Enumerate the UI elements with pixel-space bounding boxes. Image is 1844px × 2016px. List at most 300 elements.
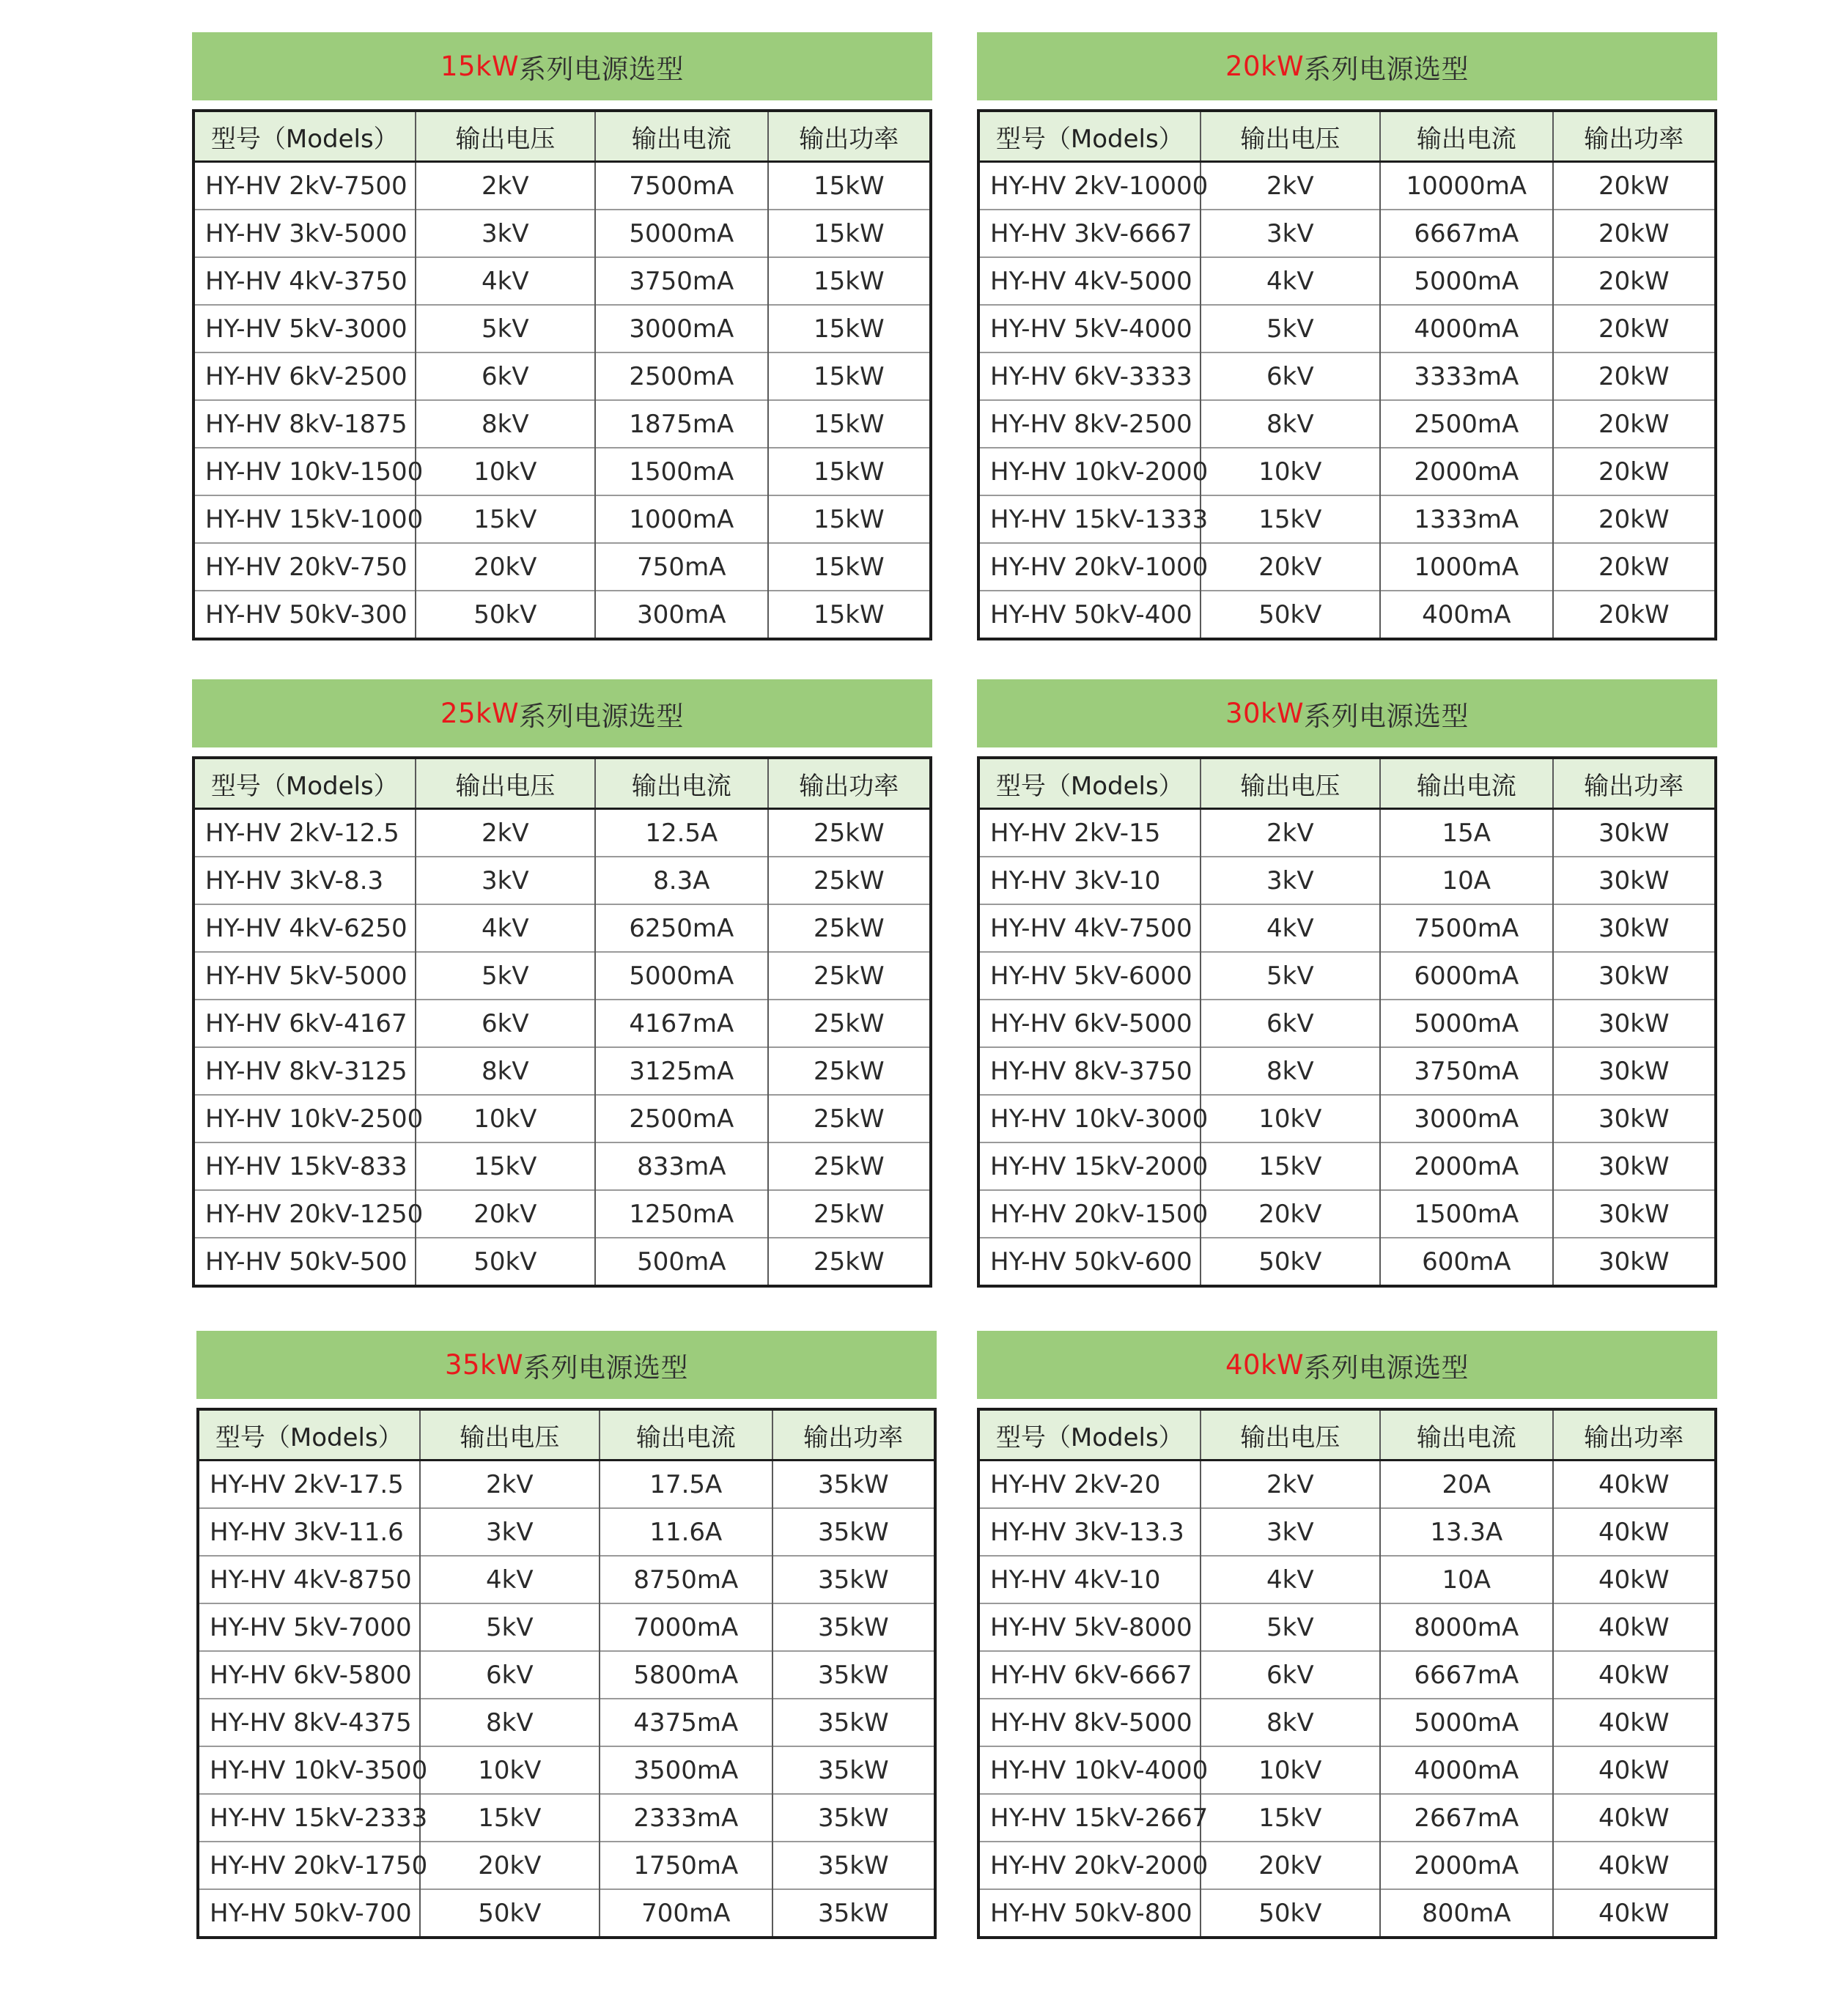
cell-voltage: 4kV — [420, 1556, 600, 1603]
cell-current: 3750mA — [1380, 1047, 1552, 1095]
cell-power: 25kW — [768, 1238, 929, 1285]
cell-current: 4000mA — [1380, 305, 1552, 352]
panel-40kw — [977, 1331, 1717, 1939]
table-row — [195, 904, 929, 952]
cell-current: 1250mA — [595, 1190, 767, 1238]
cell-model: HY-HV 50kV-700 — [199, 1889, 420, 1936]
cell-model: HY-HV 5kV-3000 — [195, 305, 416, 352]
cell-current: 600mA — [1380, 1238, 1552, 1285]
table-header-row — [195, 112, 929, 162]
panel-title — [977, 679, 1717, 747]
cell-power: 15kW — [768, 400, 929, 448]
header-current: 输出电流 — [1380, 759, 1552, 809]
cell-model: HY-HV 10kV-2500 — [195, 1095, 416, 1142]
cell-model: HY-HV 8kV-5000 — [980, 1699, 1201, 1746]
cell-power: 40kW — [1553, 1746, 1714, 1794]
cell-model: HY-HV 8kV-1875 — [195, 400, 416, 448]
table-row — [980, 1238, 1714, 1285]
table-row — [980, 162, 1714, 210]
cell-model: HY-HV 6kV-5000 — [980, 1000, 1201, 1047]
cell-power: 40kW — [1553, 1461, 1714, 1509]
table-row — [980, 1746, 1714, 1794]
cell-model: HY-HV 50kV-500 — [195, 1238, 416, 1285]
cell-model: HY-HV 5kV-6000 — [980, 952, 1201, 1000]
header-voltage: 输出电压 — [1201, 759, 1380, 809]
cell-voltage: 15kV — [416, 495, 595, 543]
header-model: 型号（Models） — [980, 1411, 1201, 1461]
cell-current: 15A — [1380, 809, 1552, 857]
cell-voltage: 8kV — [416, 1047, 595, 1095]
cell-power: 30kW — [1553, 857, 1714, 904]
cell-model: HY-HV 10kV-4000 — [980, 1746, 1201, 1794]
cell-voltage: 4kV — [1201, 257, 1380, 305]
panel-title — [192, 32, 932, 100]
cell-power: 30kW — [1553, 1142, 1714, 1190]
cell-model: HY-HV 50kV-400 — [980, 591, 1201, 638]
cell-current: 5800mA — [600, 1651, 772, 1699]
table-row — [980, 1842, 1714, 1889]
cell-model: HY-HV 50kV-300 — [195, 591, 416, 638]
cell-voltage: 50kV — [1201, 591, 1380, 638]
header-power: 输出功率 — [772, 1411, 934, 1461]
cell-current: 5000mA — [595, 952, 767, 1000]
cell-voltage: 5kV — [1201, 1603, 1380, 1651]
cell-model: HY-HV 15kV-1333 — [980, 495, 1201, 543]
cell-model: HY-HV 10kV-3000 — [980, 1095, 1201, 1142]
cell-power: 20kW — [1553, 257, 1714, 305]
cell-current: 2667mA — [1380, 1794, 1552, 1842]
cell-voltage: 5kV — [1201, 305, 1380, 352]
cell-current: 8750mA — [600, 1556, 772, 1603]
table-row — [980, 1190, 1714, 1238]
cell-model: HY-HV 6kV-5800 — [199, 1651, 420, 1699]
cell-model: HY-HV 4kV-7500 — [980, 904, 1201, 952]
table-row — [195, 1190, 929, 1238]
table-row — [980, 448, 1714, 495]
cell-power: 30kW — [1553, 904, 1714, 952]
cell-voltage: 5kV — [416, 952, 595, 1000]
cell-current: 4167mA — [595, 1000, 767, 1047]
cell-voltage: 50kV — [1201, 1889, 1380, 1936]
cell-power: 30kW — [1553, 1238, 1714, 1285]
table-row — [199, 1556, 934, 1603]
cell-power: 20kW — [1553, 543, 1714, 591]
cell-power: 25kW — [768, 952, 929, 1000]
cell-power: 20kW — [1553, 495, 1714, 543]
cell-model: HY-HV 8kV-3125 — [195, 1047, 416, 1095]
spec-table-frame — [977, 109, 1717, 640]
table-row — [980, 210, 1714, 257]
table-header-row — [199, 1411, 934, 1461]
cell-voltage: 50kV — [420, 1889, 600, 1936]
cell-power: 40kW — [1553, 1556, 1714, 1603]
cell-current: 6000mA — [1380, 952, 1552, 1000]
cell-voltage: 8kV — [416, 400, 595, 448]
header-voltage: 输出电压 — [420, 1411, 600, 1461]
panel-title — [977, 1331, 1717, 1399]
header-model: 型号（Models） — [980, 759, 1201, 809]
cell-model: HY-HV 10kV-1500 — [195, 448, 416, 495]
header-voltage: 输出电压 — [416, 112, 595, 162]
cell-power: 30kW — [1553, 1000, 1714, 1047]
cell-current: 800mA — [1380, 1889, 1552, 1936]
cell-power: 25kW — [768, 1000, 929, 1047]
cell-voltage: 8kV — [420, 1699, 600, 1746]
panel-power: 15kW — [440, 51, 520, 82]
cell-current: 1875mA — [595, 400, 767, 448]
cell-power: 35kW — [772, 1889, 934, 1936]
cell-model: HY-HV 5kV-8000 — [980, 1603, 1201, 1651]
spec-table — [195, 112, 929, 638]
table-header-row — [195, 759, 929, 809]
cell-model: HY-HV 2kV-15 — [990, 818, 1161, 848]
cell-current: 5000mA — [1380, 1699, 1552, 1746]
cell-model: HY-HV 3kV-5000 — [195, 210, 416, 257]
header-current: 输出电流 — [600, 1411, 772, 1461]
cell-current: 2000mA — [1380, 1842, 1552, 1889]
cell-voltage: 4kV — [416, 904, 595, 952]
cell-power: 30kW — [1553, 1047, 1714, 1095]
table-row — [195, 1047, 929, 1095]
cell-current: 3500mA — [600, 1746, 772, 1794]
cell-voltage: 3kV — [1201, 1508, 1380, 1556]
cell-model: HY-HV 6kV-2500 — [195, 352, 416, 400]
panel-power: 35kW — [444, 1349, 524, 1381]
cell-voltage: 3kV — [416, 857, 595, 904]
cell-current: 6667mA — [1380, 1651, 1552, 1699]
cell-model: HY-HV 15kV-2667 — [980, 1794, 1201, 1842]
cell-voltage: 50kV — [416, 591, 595, 638]
cell-voltage: 15kV — [420, 1794, 600, 1842]
cell-power: 25kW — [768, 1142, 929, 1190]
cell-voltage: 6kV — [420, 1651, 600, 1699]
cell-voltage: 10kV — [1201, 448, 1380, 495]
panel-title — [192, 679, 932, 747]
cell-model: HY-HV 15kV-833 — [195, 1142, 416, 1190]
cell-power: 25kW — [768, 904, 929, 952]
cell-power: 40kW — [1553, 1651, 1714, 1699]
table-header-row — [980, 112, 1714, 162]
header-model: 型号（Models） — [980, 112, 1201, 162]
cell-power: 20kW — [1553, 591, 1714, 638]
table-row — [980, 1000, 1714, 1047]
header-power: 输出功率 — [1553, 1411, 1714, 1461]
table-header-row — [980, 1411, 1714, 1461]
cell-model: HY-HV 4kV-5000 — [980, 257, 1201, 305]
table-row — [195, 352, 929, 400]
table-row — [980, 1794, 1714, 1842]
cell-voltage: 10kV — [416, 448, 595, 495]
table-row — [199, 1603, 934, 1651]
cell-power: 20kW — [1553, 210, 1714, 257]
table-row — [199, 1508, 934, 1556]
cell-voltage: 6kV — [1201, 352, 1380, 400]
table-row — [195, 543, 929, 591]
cell-voltage: 10kV — [416, 1095, 595, 1142]
cell-power: 35kW — [772, 1794, 934, 1842]
cell-current: 2000mA — [1380, 1142, 1552, 1190]
cell-voltage: 50kV — [1201, 1238, 1380, 1285]
table-row — [199, 1699, 934, 1746]
cell-voltage: 15kV — [416, 1142, 595, 1190]
table-row — [980, 400, 1714, 448]
header-current: 输出电流 — [1380, 112, 1552, 162]
table-row — [195, 952, 929, 1000]
table-row — [199, 1794, 934, 1842]
table-row — [195, 1095, 929, 1142]
cell-model: HY-HV 2kV-12.5 — [205, 818, 399, 848]
cell-model: HY-HV 5kV-4000 — [980, 305, 1201, 352]
header-power: 输出功率 — [1553, 112, 1714, 162]
table-row — [980, 1699, 1714, 1746]
spec-table-frame — [977, 1408, 1717, 1939]
cell-current: 17.5A — [600, 1461, 772, 1509]
cell-model: HY-HV 20kV-1000 — [980, 543, 1201, 591]
panel-title — [977, 32, 1717, 100]
cell-voltage: 8kV — [1201, 400, 1380, 448]
cell-power: 20kW — [1553, 352, 1714, 400]
cell-current: 4375mA — [600, 1699, 772, 1746]
cell-current: 2333mA — [600, 1794, 772, 1842]
cell-voltage: 6kV — [416, 352, 595, 400]
cell-current: 3125mA — [595, 1047, 767, 1095]
cell-voltage: 5kV — [420, 1603, 600, 1651]
cell-power: 35kW — [772, 1508, 934, 1556]
cell-current: 10A — [1380, 857, 1552, 904]
spec-table — [195, 759, 929, 1285]
cell-voltage: 3kV — [420, 1508, 600, 1556]
cell-voltage: 2kV — [1201, 809, 1380, 857]
spec-table-frame — [196, 1408, 937, 1939]
cell-voltage: 2kV — [416, 162, 595, 210]
header-current: 输出电流 — [595, 759, 767, 809]
cell-current: 8.3A — [595, 857, 767, 904]
table-row — [195, 1142, 929, 1190]
cell-voltage: 20kV — [416, 543, 595, 591]
table-row — [980, 1603, 1714, 1651]
cell-model: HY-HV 20kV-1500 — [980, 1190, 1201, 1238]
table-row — [195, 1000, 929, 1047]
panel-title-suffix: 系列电源选型 — [1304, 53, 1469, 85]
cell-model: HY-HV 3kV-8.3 — [195, 857, 416, 904]
cell-current: 3000mA — [1380, 1095, 1552, 1142]
cell-model: HY-HV 3kV-10 — [980, 857, 1201, 904]
table-row — [980, 952, 1714, 1000]
header-model: 型号（Models） — [195, 112, 416, 162]
cell-model: HY-HV 2kV-7500 — [205, 171, 407, 201]
table-row — [195, 210, 929, 257]
panel-title-suffix: 系列电源选型 — [1304, 1351, 1469, 1384]
cell-power: 40kW — [1553, 1842, 1714, 1889]
cell-voltage: 15kV — [1201, 495, 1380, 543]
cell-current: 5000mA — [595, 210, 767, 257]
table-row — [195, 305, 929, 352]
table-row — [980, 305, 1714, 352]
header-voltage: 输出电压 — [416, 759, 595, 809]
header-current: 输出电流 — [1380, 1411, 1552, 1461]
cell-current: 13.3A — [1380, 1508, 1552, 1556]
cell-voltage: 10kV — [420, 1746, 600, 1794]
header-current: 输出电流 — [595, 112, 767, 162]
cell-power: 40kW — [1553, 1603, 1714, 1651]
panel-power: 40kW — [1225, 1349, 1305, 1381]
panel-title-suffix: 系列电源选型 — [519, 53, 685, 85]
cell-current: 6250mA — [595, 904, 767, 952]
cell-model: HY-HV 15kV-1000 — [195, 495, 416, 543]
table-row — [980, 257, 1714, 305]
cell-model: HY-HV 20kV-750 — [195, 543, 416, 591]
cell-current: 5000mA — [1380, 1000, 1552, 1047]
cell-model: HY-HV 6kV-3333 — [980, 352, 1201, 400]
table-row — [199, 1889, 934, 1936]
panel-15kw — [192, 32, 932, 640]
cell-model: HY-HV 6kV-4167 — [195, 1000, 416, 1047]
cell-model: HY-HV 4kV-6250 — [195, 904, 416, 952]
table-row — [195, 400, 929, 448]
cell-model: HY-HV 8kV-4375 — [199, 1699, 420, 1746]
cell-model: HY-HV 15kV-2333 — [199, 1794, 420, 1842]
table-row — [980, 1651, 1714, 1699]
cell-model: HY-HV 3kV-13.3 — [980, 1508, 1201, 1556]
cell-current: 833mA — [595, 1142, 767, 1190]
cell-voltage: 3kV — [416, 210, 595, 257]
cell-power: 15kW — [768, 591, 929, 638]
cell-model: HY-HV 50kV-600 — [980, 1238, 1201, 1285]
cell-current: 2500mA — [1380, 400, 1552, 448]
table-row — [980, 1095, 1714, 1142]
cell-power: 15kW — [768, 495, 929, 543]
table-row — [195, 495, 929, 543]
cell-current: 6667mA — [1380, 210, 1552, 257]
cell-current: 4000mA — [1380, 1746, 1552, 1794]
cell-current: 700mA — [600, 1889, 772, 1936]
header-power: 输出功率 — [1553, 759, 1714, 809]
cell-power: 35kW — [772, 1699, 934, 1746]
cell-power: 15kW — [768, 305, 929, 352]
cell-current: 1000mA — [595, 495, 767, 543]
cell-power: 30kW — [1553, 952, 1714, 1000]
cell-model: HY-HV 2kV-20 — [990, 1469, 1161, 1499]
table-row — [199, 1651, 934, 1699]
table-row — [980, 1556, 1714, 1603]
cell-power: 35kW — [772, 1842, 934, 1889]
header-voltage: 输出电压 — [1201, 1411, 1380, 1461]
cell-current: 750mA — [595, 543, 767, 591]
table-row — [980, 809, 1714, 857]
cell-voltage: 8kV — [1201, 1047, 1380, 1095]
table-header-row — [980, 759, 1714, 809]
cell-current: 3000mA — [595, 305, 767, 352]
table-row — [980, 857, 1714, 904]
spec-table — [980, 1411, 1714, 1936]
cell-current: 1750mA — [600, 1842, 772, 1889]
cell-current: 400mA — [1380, 591, 1552, 638]
cell-voltage: 20kV — [1201, 543, 1380, 591]
table-row — [199, 1842, 934, 1889]
cell-voltage: 5kV — [416, 305, 595, 352]
cell-model: HY-HV 15kV-2000 — [980, 1142, 1201, 1190]
cell-power: 25kW — [768, 1190, 929, 1238]
cell-current: 2500mA — [595, 1095, 767, 1142]
cell-model: HY-HV 5kV-5000 — [195, 952, 416, 1000]
cell-power: 15kW — [768, 543, 929, 591]
spec-table — [980, 112, 1714, 638]
cell-voltage: 6kV — [1201, 1651, 1380, 1699]
spec-table — [980, 759, 1714, 1285]
panel-power: 25kW — [440, 698, 520, 729]
cell-power: 35kW — [772, 1746, 934, 1794]
cell-current: 2500mA — [595, 352, 767, 400]
cell-model: HY-HV 20kV-1750 — [199, 1842, 420, 1889]
cell-model: HY-HV 8kV-3750 — [980, 1047, 1201, 1095]
cell-current: 12.5A — [595, 809, 767, 857]
cell-current: 3333mA — [1380, 352, 1552, 400]
cell-current: 8000mA — [1380, 1603, 1552, 1651]
cell-voltage: 20kV — [1201, 1190, 1380, 1238]
panel-title-suffix: 系列电源选型 — [523, 1351, 689, 1384]
cell-power: 40kW — [1553, 1508, 1714, 1556]
cell-current: 1333mA — [1380, 495, 1552, 543]
cell-voltage: 10kV — [1201, 1095, 1380, 1142]
cell-current: 1000mA — [1380, 543, 1552, 591]
cell-current: 20A — [1380, 1461, 1552, 1509]
panel-25kw — [192, 679, 932, 1288]
cell-model: HY-HV 10kV-3500 — [199, 1746, 420, 1794]
table-row — [980, 352, 1714, 400]
header-power: 输出功率 — [768, 759, 929, 809]
cell-voltage: 15kV — [1201, 1794, 1380, 1842]
table-row — [980, 1142, 1714, 1190]
cell-voltage: 4kV — [1201, 1556, 1380, 1603]
cell-model: HY-HV 20kV-1250 — [195, 1190, 416, 1238]
table-row — [199, 1746, 934, 1794]
cell-model: HY-HV 2kV-17.5 — [210, 1469, 404, 1499]
panel-power: 20kW — [1225, 51, 1305, 82]
table-row — [980, 1889, 1714, 1936]
table-row — [980, 1508, 1714, 1556]
cell-power: 15kW — [768, 210, 929, 257]
cell-current: 7500mA — [595, 162, 767, 210]
cell-power: 15kW — [768, 448, 929, 495]
cell-power: 25kW — [768, 1047, 929, 1095]
cell-model: HY-HV 20kV-2000 — [980, 1842, 1201, 1889]
cell-current: 300mA — [595, 591, 767, 638]
spec-table-frame — [192, 756, 932, 1288]
cell-voltage: 3kV — [1201, 857, 1380, 904]
panel-title-suffix: 系列电源选型 — [519, 700, 685, 732]
cell-model: HY-HV 5kV-7000 — [199, 1603, 420, 1651]
cell-power: 30kW — [1553, 809, 1714, 857]
cell-power: 20kW — [1553, 305, 1714, 352]
header-model: 型号（Models） — [195, 759, 416, 809]
table-row — [195, 257, 929, 305]
cell-current: 11.6A — [600, 1508, 772, 1556]
cell-power: 15kW — [768, 162, 929, 210]
cell-model: HY-HV 10kV-2000 — [980, 448, 1201, 495]
cell-current: 7500mA — [1380, 904, 1552, 952]
table-row — [980, 1047, 1714, 1095]
cell-model: HY-HV 50kV-800 — [980, 1889, 1201, 1936]
header-power: 输出功率 — [768, 112, 929, 162]
cell-voltage: 3kV — [1201, 210, 1380, 257]
cell-model: HY-HV 6kV-6667 — [980, 1651, 1201, 1699]
panel-title — [196, 1331, 937, 1399]
panel-35kw — [196, 1331, 937, 1939]
cell-current: 7000mA — [600, 1603, 772, 1651]
table-row — [195, 1238, 929, 1285]
table-row — [980, 904, 1714, 952]
cell-power: 15kW — [768, 352, 929, 400]
